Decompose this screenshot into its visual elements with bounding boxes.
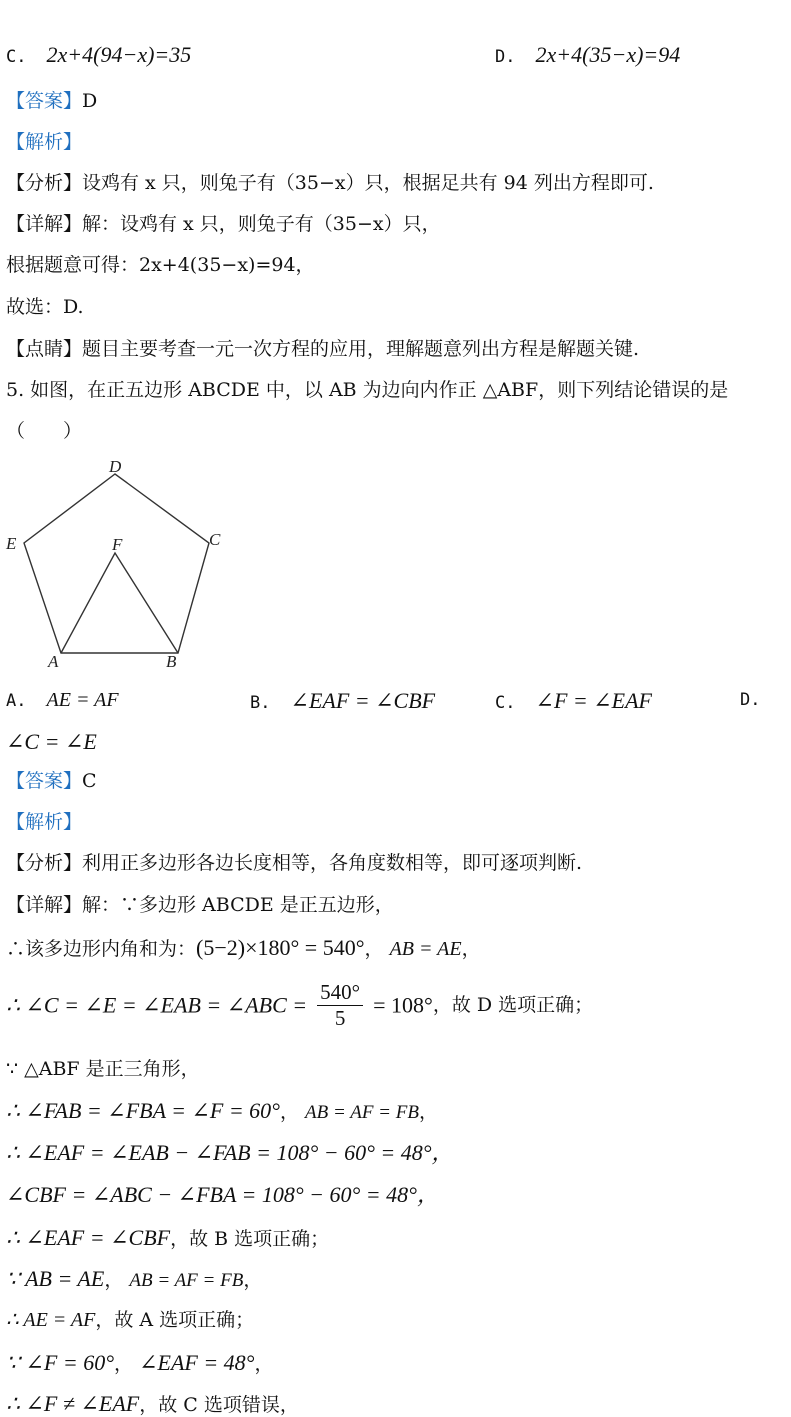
xiangjie-line [6, 896, 394, 915]
option-label: C. [495, 693, 516, 713]
option-expression: ∠EAF = ∠CBF [290, 688, 436, 713]
step-math: ∵ AB = AE [6, 1266, 105, 1291]
step-sep: ， [114, 1353, 134, 1375]
option-label: D. [740, 690, 761, 710]
xiangjie-text: 解：∵多边形 ABCDE 是正五边形， [82, 894, 394, 916]
analysis-heading [6, 813, 82, 832]
answer-tag: 【答案】 [6, 770, 83, 792]
option-expression: AE = AF [46, 689, 119, 711]
option-d-row [495, 44, 680, 66]
pentagon-figure [0, 452, 240, 674]
solution-step-10 [6, 1352, 274, 1374]
solution-step-6: ∠CBF = ∠ABC − ∠FBA = 108° − 60° = 48°， [6, 1182, 439, 1207]
triangle-abf [61, 553, 178, 653]
step-math: AB = AF = FB [129, 1270, 244, 1291]
xiangjie-tag: 【详解】 [6, 213, 83, 235]
answer-tag: 【答案】 [6, 90, 83, 112]
vertex-label-d: D [109, 457, 122, 476]
step-math: ∠EAF = 48° [139, 1350, 255, 1375]
step-math: ∴ ∠C = ∠E = ∠EAB = ∠ABC = [6, 992, 308, 1018]
step-math: ∴ ∠FAB = ∠FBA = ∠F = 60° [6, 1098, 280, 1123]
step-text: ，故 C 选项错误， [139, 1394, 299, 1416]
option-expression: 2x+4(94−x)=35 [46, 42, 192, 67]
option-d-expression-row [6, 731, 97, 753]
answer-value: C [82, 770, 97, 792]
fenxi-text: 设鸡有 x 只，则兔子有（35−x）只，根据足共有 94 列出方程即可. [82, 172, 654, 194]
vertex-label-f: F [112, 535, 123, 554]
step-math: ∴ ∠F ≠ ∠EAF [6, 1391, 140, 1416]
option-expression: ∠C = ∠E [6, 729, 97, 754]
step-sep: ， [364, 938, 384, 960]
fenxi-line [6, 854, 582, 873]
step-math: AB = AE [389, 938, 462, 960]
dianjing-text: 题目主要考查一元一次方程的应用，理解题意列出方程是解题关键. [82, 338, 640, 360]
analysis-heading [6, 133, 82, 152]
solution-step-9 [6, 1310, 254, 1330]
option-b-row [250, 690, 435, 712]
dianjing-line [6, 340, 639, 359]
dianjing-tag: 【点睛】 [6, 338, 83, 360]
step-text: ，故 B 选项正确； [170, 1228, 330, 1250]
fraction [317, 982, 363, 1029]
option-a-row [6, 690, 119, 710]
vertex-label-b: B [166, 652, 177, 671]
vertex-label-e: E [6, 534, 17, 553]
analysis-tag: 【解析】 [6, 131, 83, 153]
xiangjie-tag: 【详解】 [6, 894, 83, 916]
step-sep: ， [418, 1101, 438, 1123]
option-expression: ∠F = ∠EAF [535, 688, 652, 713]
solution-line: 故选：D. [6, 296, 84, 318]
step-sep: ， [461, 938, 481, 960]
step-text: ，故 D 选项正确； [432, 994, 594, 1016]
step-sep: ， [279, 1101, 299, 1123]
step-text: ∴该多边形内角和为： [6, 938, 197, 960]
answer-blank: （ ） [6, 420, 83, 442]
step-math: ∴ AE = AF [6, 1309, 96, 1331]
answer-line [6, 772, 97, 791]
xiangjie-text: 解：设鸡有 x 只，则兔子有（35−x）只， [82, 213, 441, 235]
answer-value: D [82, 90, 98, 112]
solution-step-11 [6, 1393, 299, 1415]
option-label: B. [250, 693, 271, 713]
step-sep: ， [254, 1353, 274, 1375]
fenxi-tag: 【分析】 [6, 172, 83, 194]
pentagon-abcde [24, 474, 209, 653]
solution-step-3: ∵ △ABF 是正三角形， [6, 1058, 200, 1080]
fenxi-line [6, 174, 654, 193]
question-stem: 5. 如图，在正五边形 ABCDE 中，以 AB 为边向内作正 △ABF，则下列结论错误的是 [6, 379, 729, 401]
option-label: C. [6, 47, 27, 67]
step-math: (5−2)×180° = 540° [196, 935, 365, 960]
fraction-numerator: 540° [317, 982, 363, 1006]
solution-step-7 [6, 1227, 329, 1249]
xiangjie-line [6, 215, 441, 234]
option-c-row [6, 44, 191, 66]
solution-step-4 [6, 1100, 438, 1122]
step-math: = 108° [373, 992, 433, 1018]
solution-step-8 [6, 1268, 262, 1290]
step-sep: ， [104, 1269, 124, 1291]
step-text: ，故 A 选项正确； [95, 1309, 255, 1331]
solution-step-2 [6, 982, 593, 1029]
step-math: AB = AF = FB [305, 1102, 419, 1123]
vertex-label-a: A [48, 652, 59, 671]
analysis-tag: 【解析】 [6, 811, 83, 833]
solution-step-5: ∴ ∠EAF = ∠EAB − ∠FAB = 108° − 60° = 48°， [6, 1140, 454, 1165]
option-label: A. [6, 691, 27, 711]
fraction-denominator: 5 [334, 1006, 346, 1030]
fenxi-text: 利用正多边形各边长度相等，各角度数相等，即可逐项判断. [82, 852, 583, 874]
option-c-row [495, 690, 652, 712]
solution-line: 根据题意可得：2x+4(35−x)=94， [6, 254, 315, 276]
step-math: ∴ ∠EAF = ∠CBF [6, 1225, 171, 1250]
fenxi-tag: 【分析】 [6, 852, 83, 874]
solution-step-1 [6, 937, 481, 959]
step-math: ∵ ∠F = 60° [6, 1350, 115, 1375]
step-sep: ， [243, 1269, 263, 1291]
vertex-label-c: C [209, 530, 221, 549]
option-d-row [740, 690, 760, 709]
answer-line [6, 92, 97, 111]
option-expression: 2x+4(35−x)=94 [535, 42, 681, 67]
option-label: D. [495, 47, 516, 67]
